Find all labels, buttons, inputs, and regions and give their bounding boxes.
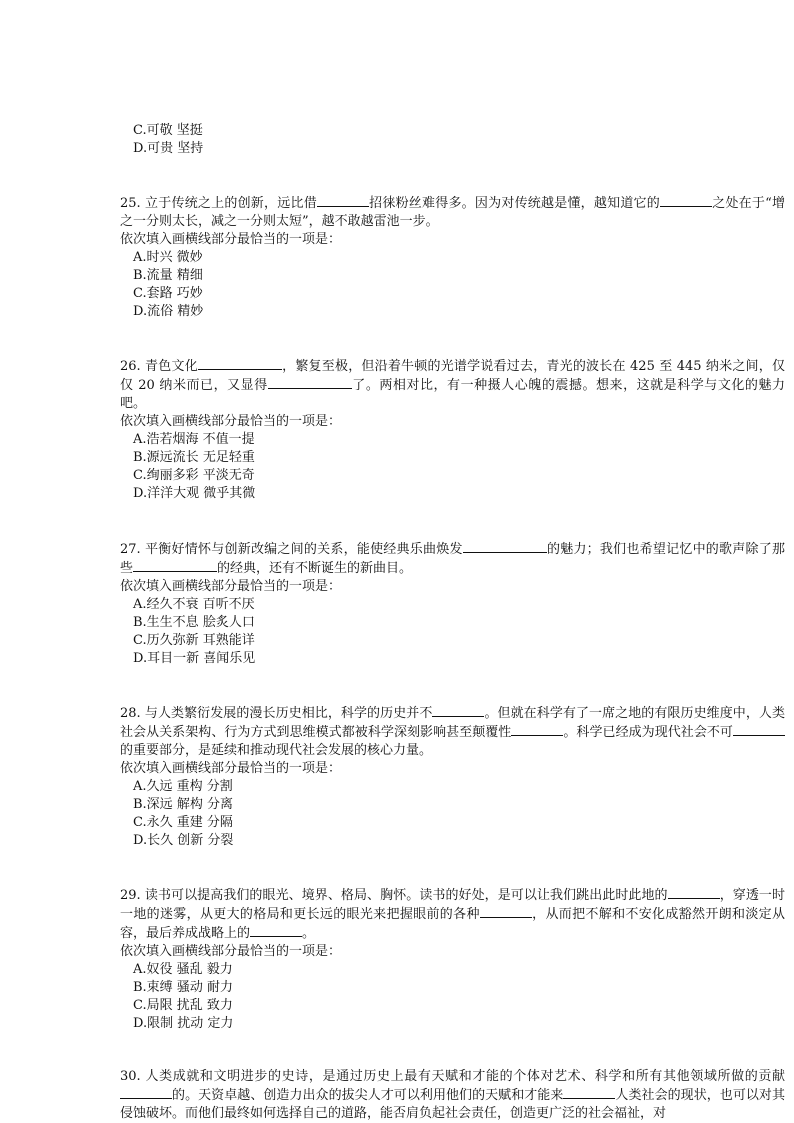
option-list <box>120 249 785 321</box>
question-prompt: 依次填入画横线部分最恰当的一项是： <box>120 579 342 594</box>
option: D.可贵 坚持 <box>133 141 204 156</box>
answer-blank <box>250 924 302 937</box>
option: D.洋洋大观 微乎其微 <box>133 486 256 501</box>
answer-blank <box>133 559 217 572</box>
question-number: 27. <box>120 542 141 557</box>
option: C.局限 扰乱 致力 <box>133 998 233 1013</box>
option: A.久远 重构 分割 <box>133 779 233 794</box>
question-text: 29. 读书可以提高我们的眼光、境界、格局、胸怀。读书的好处，是可以让我们跳出此时此地的 ，穿透一时一地的迷雾，从更大的格局和更长远的眼光来把握眼前的各种 ，从而把不解和不安化成豁然开朗和淡定从容，最后养成战略上的 。 <box>120 888 785 941</box>
option-list <box>120 431 785 503</box>
answer-blank <box>511 723 563 736</box>
answer-blank <box>432 704 484 717</box>
option: D.耳目一新 喜闻乐见 <box>133 651 256 666</box>
option: B.源远流长 无足轻重 <box>133 450 255 465</box>
question-number: 26. <box>120 359 141 374</box>
option: A.经久不衰 百听不厌 <box>133 597 255 612</box>
option: D.流俗 精妙 <box>133 304 204 319</box>
option: A.奴役 骚乱 毅力 <box>133 962 233 977</box>
question-prompt: 依次填入画横线部分最恰当的一项是： <box>120 232 342 247</box>
question-29 <box>120 886 785 1033</box>
question-prompt: 依次填入画横线部分最恰当的一项是： <box>120 414 342 429</box>
question-text: 25. 立于传统之上的创新，远比借 招徕粉丝难得多。因为对传统越是懂，越知道它的 之处在于“增之一分则太长，减之一分则太短”，越不敢越雷池一步。 <box>120 196 785 229</box>
answer-blank <box>563 1086 615 1099</box>
option: B.流量 精细 <box>133 268 203 283</box>
question-26 <box>120 357 785 503</box>
question-number: 30. <box>120 1069 141 1084</box>
option: A.时兴 微妙 <box>133 250 203 265</box>
option: B.束缚 骚动 耐力 <box>133 980 233 995</box>
answer-blank <box>198 357 282 370</box>
option-list <box>120 596 785 668</box>
option: C.套路 巧妙 <box>133 286 203 301</box>
option: C.历久弥新 耳熟能详 <box>133 633 255 648</box>
question-text: 28. 与人类繁衍发展的漫长历史相比，科学的历史并不 。但就在科学有了一席之地的有限历史维度中，人类社会从关系架构、行为方式到思维模式都被科学深刻影响甚至颠覆性 。科学已经成为现代社会不可的重要部分，是延续和推动现代社会发展的核心力量。 <box>120 706 785 758</box>
question-25 <box>120 194 785 321</box>
option: D.长久 创新 分裂 <box>133 833 234 848</box>
question-number: 28. <box>120 706 141 721</box>
answer-blank <box>463 540 547 553</box>
option: C.永久 重建 分隔 <box>133 815 233 830</box>
option: C.可敬 坚挺 <box>133 123 203 138</box>
question-text: 30. 人类成就和文明进步的史诗，是通过历史上最有天赋和才能的个体对艺术、科学和所有其他领域所做的贡献的。天资卓越、创造力出众的拔尖人才可以利用他们的天赋和才能来 人类社会的现状，也可以对其侵蚀破坏。而他们最终如何选择自己的道路，能否肩负起社会责任，创造更广泛的社会福祉，对 <box>120 1069 785 1121</box>
answer-blank <box>668 886 720 899</box>
answer-blank <box>317 194 369 207</box>
question-28 <box>120 704 785 850</box>
answer-blank <box>660 194 712 207</box>
option: C.绚丽多彩 平淡无奇 <box>133 468 255 483</box>
answer-blank <box>480 905 532 918</box>
answer-blank <box>120 1086 172 1099</box>
question-27 <box>120 540 785 668</box>
option: A.浩若烟海 不值一提 <box>133 432 255 447</box>
question-text: 26. 青色文化 ，繁复至极，但沿着牛顿的光谱学说看过去，青光的波长在 425 至 445 纳米之间，仅仅 20 纳米而已，又显得 了。两相对比，有一种摄人心魄的震撼。想来，这就是科学与文化的魅力吧。 <box>120 359 785 411</box>
question-number: 29. <box>120 888 141 903</box>
question-prompt: 依次填入画横线部分最恰当的一项是： <box>120 761 342 776</box>
option-list <box>120 778 785 850</box>
option: D.限制 扰动 定力 <box>133 1016 234 1031</box>
option: B.生生不息 脍炙人口 <box>133 615 255 630</box>
question-30 <box>120 1068 785 1123</box>
question-number: 25. <box>120 196 141 211</box>
question-text: 27. 平衡好情怀与创新改编之间的关系，能使经典乐曲焕发 的魅力；我们也希望记忆中的歌声除了那些 的经典，还有不断诞生的新曲目。 <box>120 542 785 576</box>
option-list <box>120 961 785 1033</box>
option: B.深远 解构 分离 <box>133 797 233 812</box>
question-prompt: 依次填入画横线部分最恰当的一项是： <box>120 944 342 959</box>
answer-blank <box>733 723 785 736</box>
answer-blank <box>268 376 352 389</box>
